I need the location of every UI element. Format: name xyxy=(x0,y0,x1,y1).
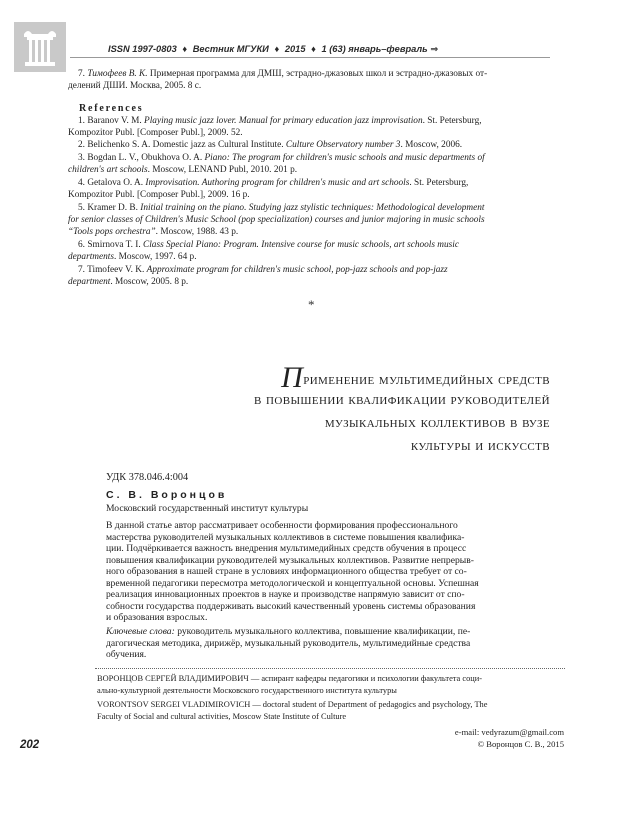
reference-item-cont: Kompozitor Publ. [Composer Publ.], 2009. 16 p. xyxy=(68,190,250,200)
reference-item: 6. Smirnova T. I. Class Special Piano: Program. Intensive course for music schools, art schools music xyxy=(78,240,459,250)
column-icon xyxy=(14,22,66,72)
abstract-line: временной педагогики пересмотра методологической и концептуальной основы. Успешная xyxy=(106,577,479,589)
reference-item: 2. Belichenko S. A. Domestic jazz as Cultural Institute. Culture Observatory number 3. Moscow, 2006. xyxy=(78,140,463,150)
keywords-line: Ключевые слова: руководитель музыкального коллектива, повышение квалификации, пе- xyxy=(106,626,471,637)
reference-item: 4. Getalova O. A. Improvisation. Authoring program for children's music and art schools. St. Petersburg, xyxy=(78,178,469,188)
keywords-label: Ключевые слова: xyxy=(106,626,175,637)
header-issue: 1 (63) январь–февраль xyxy=(321,44,428,54)
reference-item-cont: children's art schools. Moscow, LENAND Publ, 2010. 201 p. xyxy=(68,165,298,175)
author-info-divider xyxy=(95,668,565,669)
reference-item: 3. Bogdan L. V., Obukhova O. A. Piano: The program for children's music schools and music departments of xyxy=(78,153,485,163)
reference-item-cont: for senior classes of Children's Music School (pop specialization) courses and junior majoring in music schools xyxy=(68,215,485,225)
header-year: 2015 xyxy=(284,44,306,54)
reference-item-cont: departments. Moscow, 1997. 64 p. xyxy=(68,252,197,262)
abstract-line: В данной статье автор рассматривает особенности формирования профессионального xyxy=(106,520,458,531)
section-separator: * xyxy=(308,297,315,312)
article-title-line: культуры и искусств xyxy=(410,437,550,454)
abstract-line: ного образования в нашей стране в условиях информационного общества требует от со- xyxy=(106,566,467,577)
header-separator: ♦ xyxy=(274,44,280,54)
article-title-line: в повышении квалификации руководителей xyxy=(253,391,550,408)
reference-item-cont: department. Moscow, 2005. 8 p. xyxy=(68,277,189,287)
header-separator: ♦ xyxy=(311,44,316,54)
ref-text: делений ДШИ. Москва, 2005. 8 с. xyxy=(68,81,202,91)
header-divider xyxy=(70,57,550,58)
copyright: © Воронцов С. В., 2015 xyxy=(477,739,564,749)
ref-number: 7. xyxy=(78,69,85,79)
reference-ru-7 xyxy=(78,69,566,81)
author-email: e-mail: vedyrazum@gmail.com xyxy=(454,727,564,737)
keywords-line: обучения. xyxy=(106,649,147,660)
abstract-line: собности государства поддерживать высокий качественный уровень системы образования xyxy=(106,600,476,612)
header-issn: ISSN 1997-0803 xyxy=(108,44,177,54)
journal-logo xyxy=(14,22,66,72)
abstract-line: мастерства руководителей музыкальных коллективов в системе повышения квалифика- xyxy=(106,531,465,543)
reference-item: 7. Timofeev V. K. Approximate program for children's music school, pop-jazz schools and pop-jazz xyxy=(78,265,448,275)
abstract-line: повышения квалификации руководителей музыкальных коллективов. Развитие непрерыв- xyxy=(106,554,474,566)
abstract-line: реализация инновационных проектов в науке и производстве напрямую зависит от спо- xyxy=(106,589,465,600)
keywords-line: дагогическая методика, дирижёр, музыкальный руководитель, мультимедийные средства xyxy=(106,637,471,649)
abstract-line: и образования взрослых. xyxy=(106,612,208,623)
udc-code: УДК 378.046.4:004 xyxy=(106,472,189,483)
reference-item: 1. Baranov V. M. Playing music jazz lover. Manual for primary education jazz improvisation. St. Petersburg, xyxy=(78,116,482,126)
header-journal: Вестник МГУКИ xyxy=(192,44,269,54)
article-title-line: Применение мультимедийных средств xyxy=(281,361,550,394)
author-bio-ru: ально-культурной деятельности Московского государственного института культуры xyxy=(97,686,397,695)
ref-text: Примерная программа для ДМШ, эстрадно-джазовых школ и эстрадно-джазовых от- xyxy=(149,69,488,79)
reference-item: 5. Kramer D. B. Initial training on the piano. Studying jazz stylistic techniques: Methodological development xyxy=(78,203,485,213)
references-heading: References xyxy=(79,103,144,114)
abstract-line: ции. Подчёркивается важность внедрения мультимедийных средств обучения в процесс xyxy=(106,543,467,554)
author-bio-en: Faculty of Social and cultural activities, Moscow State Institute of Culture xyxy=(97,712,347,721)
article-author: С. В. Воронцов xyxy=(106,489,228,501)
author-bio-ru: ВОРОНЦОВ СЕРГЕЙ ВЛАДИМИРОВИЧ — аспирант кафедры педагогики и психологии факультета соци- xyxy=(97,674,483,683)
reference-ru-7-cont xyxy=(68,81,201,93)
page-number: 202 xyxy=(20,739,40,751)
title-drop-cap: П xyxy=(281,361,304,394)
running-header xyxy=(108,44,438,55)
reference-item-cont: “Tools pops orchestra”. Moscow, 1988. 43 p. xyxy=(68,227,239,237)
header-separator: ♦ xyxy=(182,44,188,54)
reference-item-cont: Kompozitor Publ. [Composer Publ.], 2009. 52. xyxy=(68,128,243,138)
article-title-line: музыкальных коллективов в вузе xyxy=(324,414,550,431)
author-institution: Московский государственный институт культуры xyxy=(106,503,309,514)
ref-author: Тимофеев В. К. xyxy=(87,69,148,79)
arrow-icon: ⇒ xyxy=(430,44,439,54)
author-bio-en: VORONTSOV SERGEI VLADIMIROVICH — doctoral student of Department of pedagogics and psychology, The xyxy=(97,700,488,709)
